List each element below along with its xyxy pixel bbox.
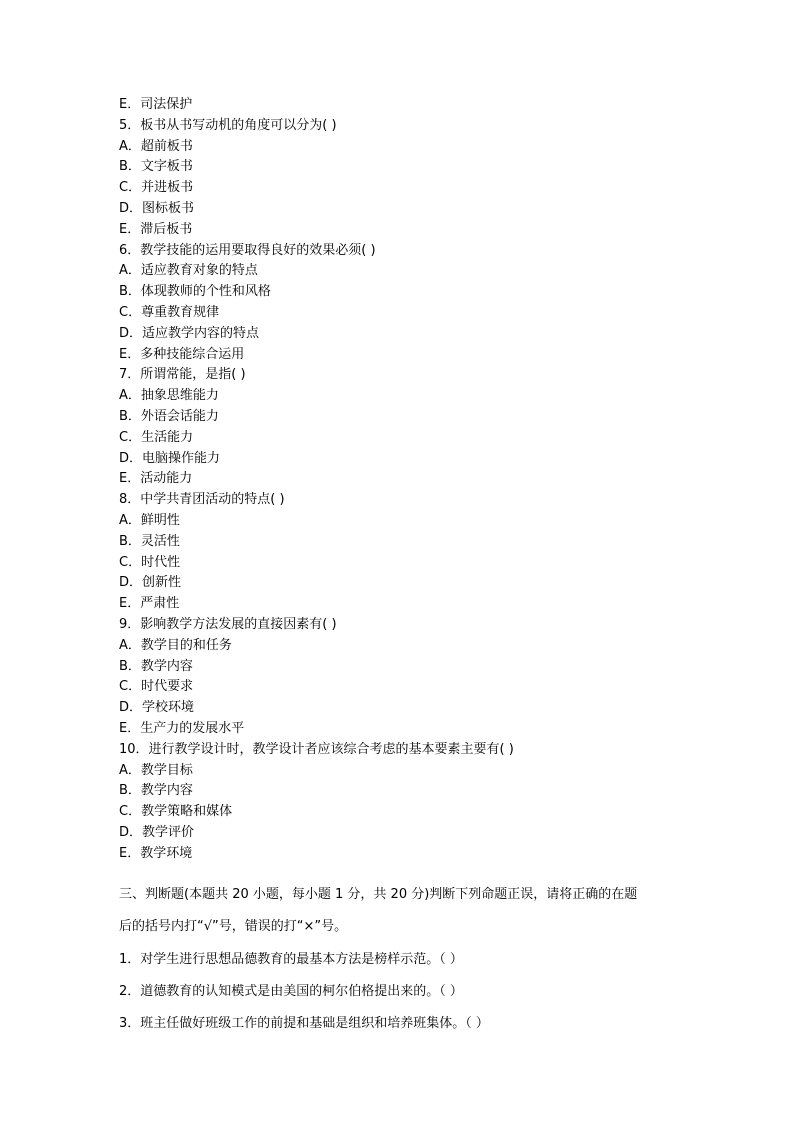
option-line: E．多种技能综合运用 <box>119 346 245 362</box>
option-line: E．滞后板书 <box>119 221 193 237</box>
question-line: 5．板书从书写动机的角度可以分为( ) <box>119 117 337 133</box>
option-line: D．适应教学内容的特点 <box>119 325 260 341</box>
option-line: B．文字板书 <box>119 159 193 175</box>
question-line: 9．影响教学方法发展的直接因素有( ) <box>119 616 337 632</box>
true-false-section <box>119 879 699 1040</box>
option-line: B．灵活性 <box>119 533 180 549</box>
option-line: A．教学目标 <box>119 762 193 778</box>
multiple-choice-block <box>119 95 699 864</box>
question-line: 7．所谓常能，是指( ) <box>119 367 246 383</box>
option-line: D．创新性 <box>119 575 182 591</box>
judgement-question: 3．班主任做好班级工作的前提和基础是组织和培养班集体。（ ） <box>119 1016 489 1032</box>
option-line: A．适应教育对象的特点 <box>119 263 258 279</box>
option-line: D．教学评价 <box>119 824 195 840</box>
option-line: B．教学内容 <box>119 783 193 799</box>
option-line: D．电脑操作能力 <box>119 450 221 466</box>
question-line: 6．教学技能的运用要取得良好的效果必须( ) <box>119 242 376 258</box>
option-line: B．教学内容 <box>119 658 193 674</box>
option-line: A．教学目的和任务 <box>119 637 232 653</box>
question-line: 10．进行教学设计时，教学设计者应该综合考虑的基本要素主要有( ) <box>119 741 514 757</box>
section-heading: 三、判断题(本题共 20 小题，每小题 1 分，共 20 分)判断下列命题正误，请将正确的在题 <box>119 887 638 902</box>
option-line: D．学校环境 <box>119 700 195 716</box>
judgement-question: 2．道德教育的认知模式是由美国的柯尔伯格提出来的。（ ） <box>119 983 463 999</box>
question-line: 8．中学共青团活动的特点( ) <box>119 492 285 508</box>
option-line: C．时代性 <box>119 554 181 570</box>
option-line: C．教学策略和媒体 <box>119 804 233 820</box>
option-line: E．生产力的发展水平 <box>119 720 245 736</box>
option-line: A．鲜明性 <box>119 512 180 528</box>
option-line: C．尊重教育规律 <box>119 304 220 320</box>
option-line: C．并进板书 <box>119 180 194 196</box>
option-line: E．司法保护 <box>119 97 193 112</box>
option-line: E．教学环境 <box>119 845 193 861</box>
option-line: B．体现教师的个性和风格 <box>119 284 271 300</box>
option-line: A．抽象思维能力 <box>119 388 219 404</box>
option-line: B．外语会话能力 <box>119 408 219 424</box>
option-line: A．超前板书 <box>119 138 193 154</box>
judgement-question: 1．对学生进行思想品德教育的最基本方法是榜样示范。（ ） <box>119 951 463 967</box>
option-line: D．图标板书 <box>119 200 195 216</box>
option-line: C．时代要求 <box>119 679 194 695</box>
option-line: C．生活能力 <box>119 429 194 445</box>
section-heading-continued: 后的括号内打“√”号，错误的打“×”号。 <box>119 919 348 935</box>
option-line: E．严肃性 <box>119 596 180 612</box>
option-line: E．活动能力 <box>119 471 193 487</box>
